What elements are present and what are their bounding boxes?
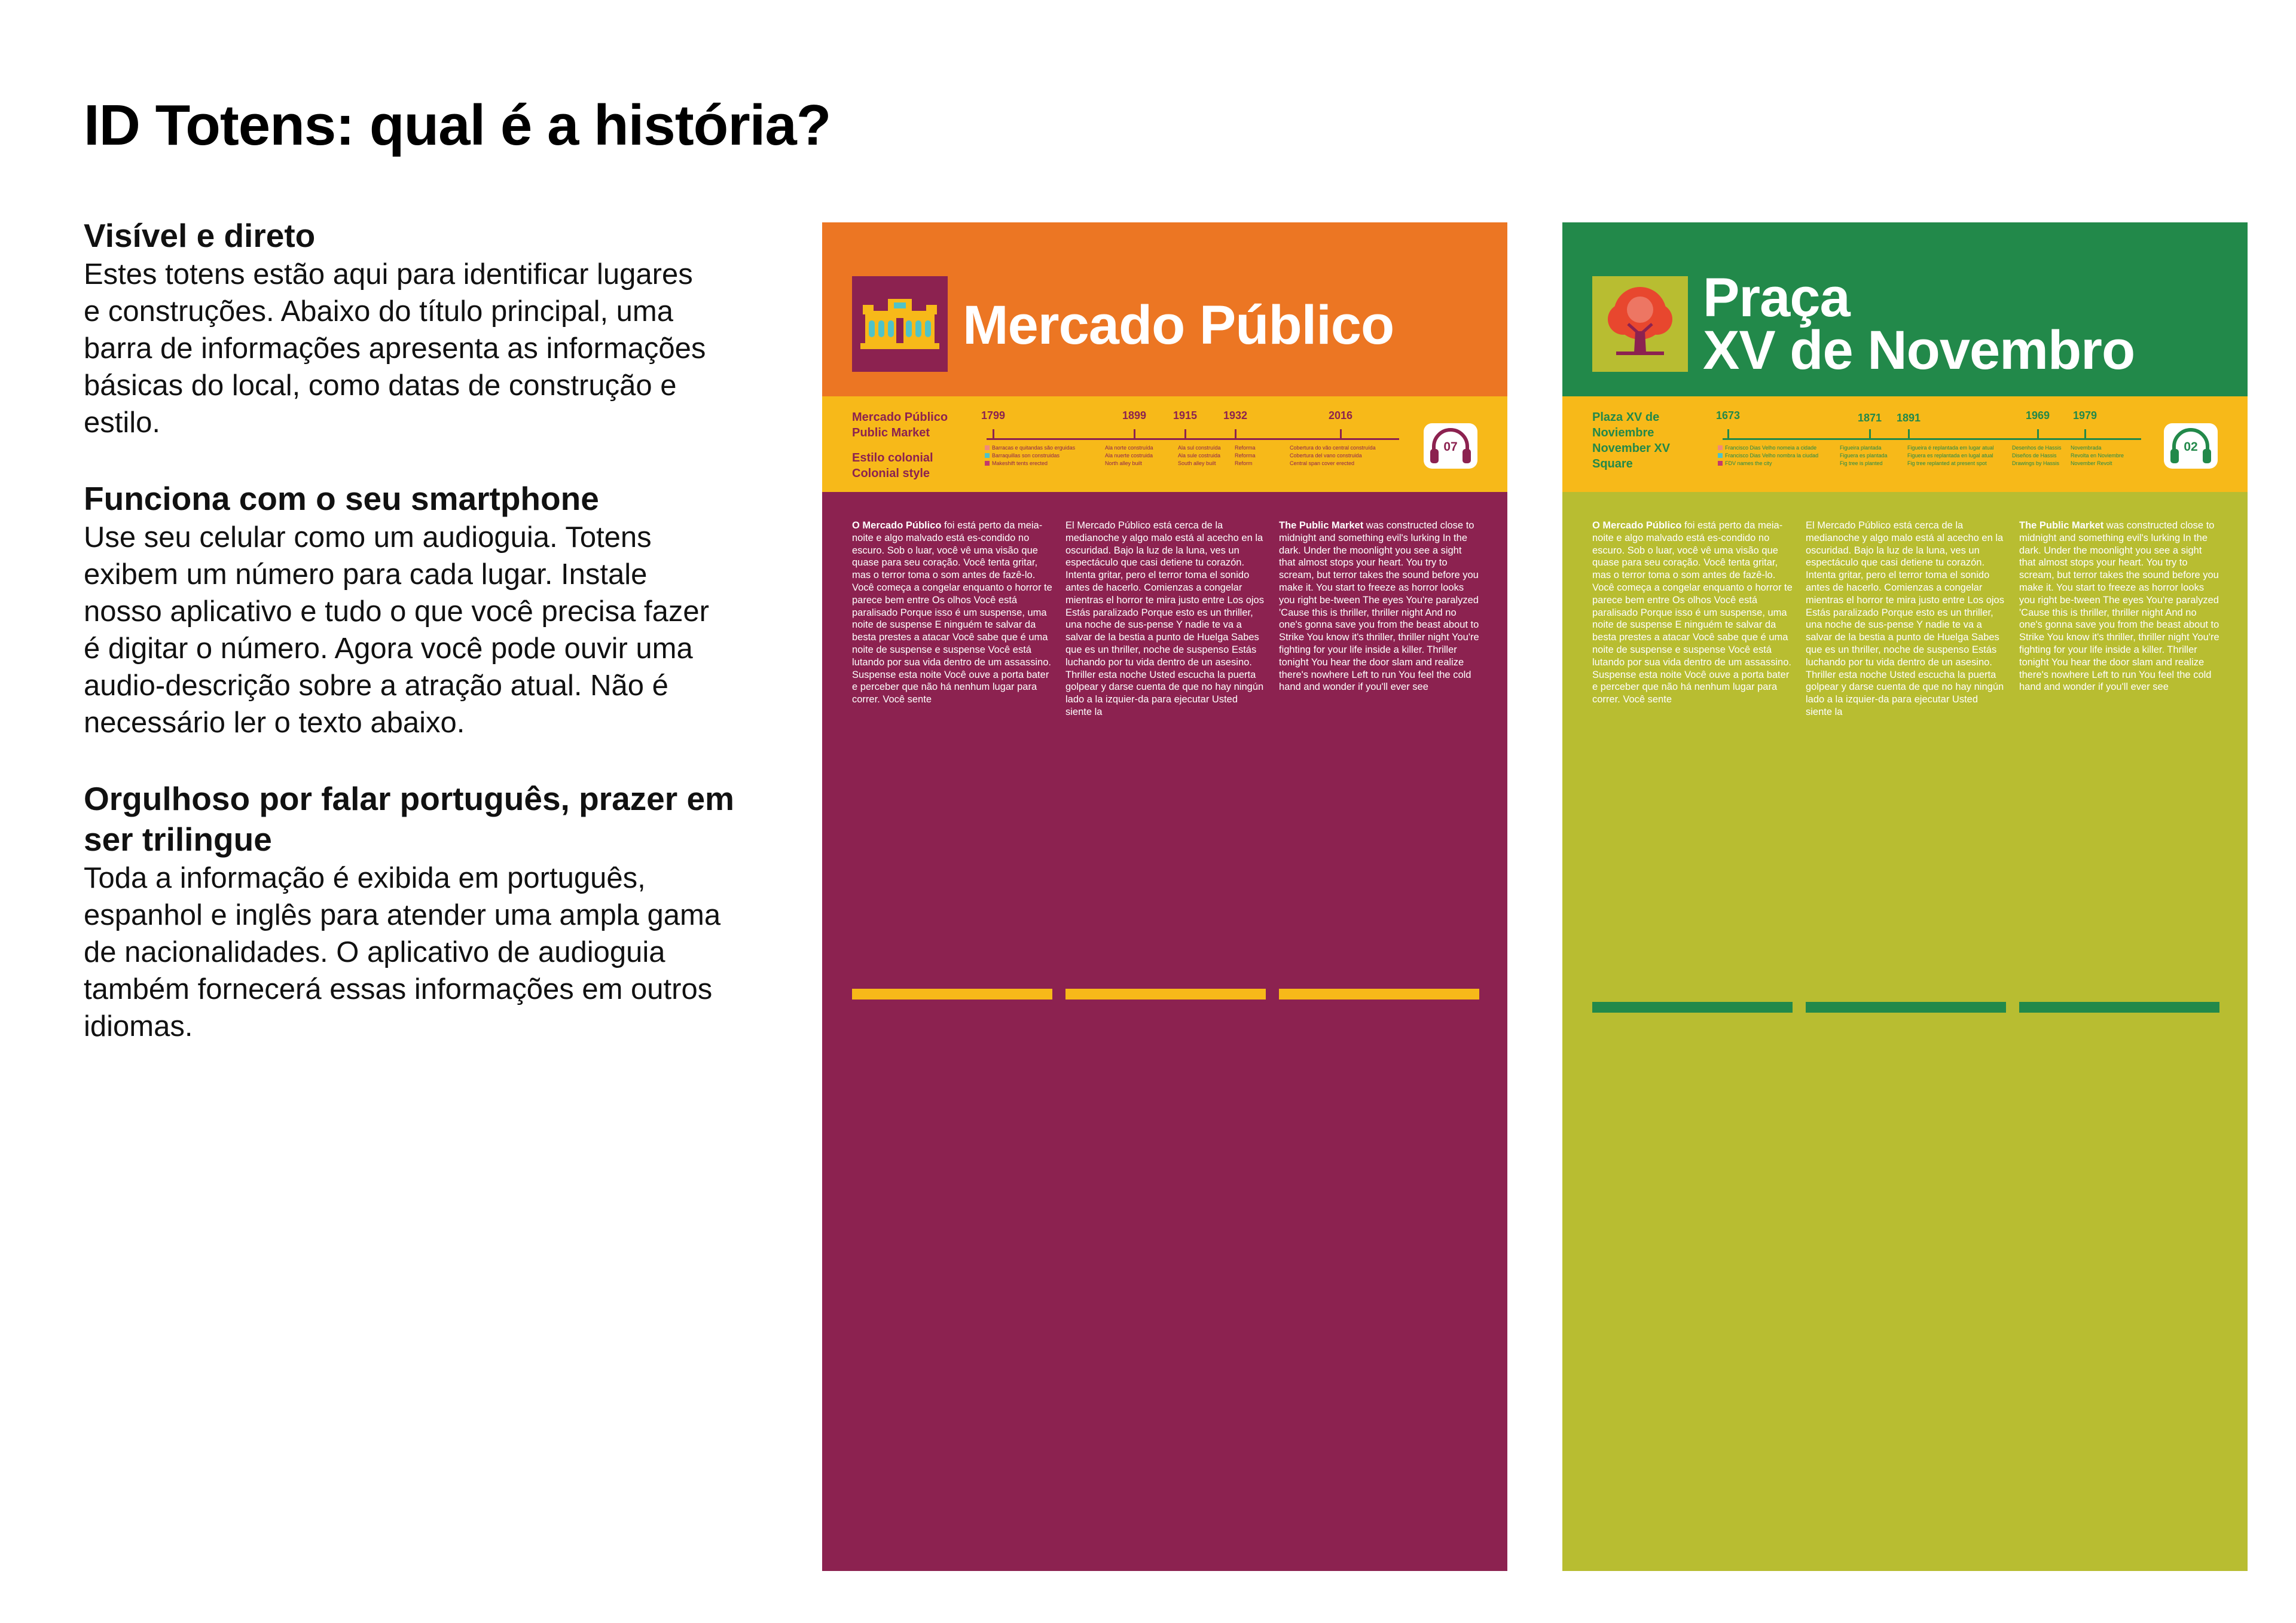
market-building-icon: [852, 276, 948, 372]
section-heading: Orgulhoso por falar português, prazer em ser trilingue: [84, 780, 734, 858]
audio-number: 07: [1443, 440, 1458, 454]
section-trilingual: [84, 778, 771, 1045]
timeline-year: 1979: [2072, 409, 2097, 421]
event-es: Revolta en Noviembre: [2071, 453, 2124, 459]
section-body: Estes totens estão aqui para identificar lugares e construções. Abaixo do título principal, uma barra de informações apresenta as informações básicas do local, como datas de construção e estilo.: [84, 258, 706, 439]
event-pt: Figueira plantada: [1840, 445, 1882, 451]
event-pt: Desenhos de Hassis: [2012, 445, 2062, 451]
totem-title-line: XV de Novembro: [1703, 320, 2135, 381]
event-es: Barraquillas son construidas: [992, 453, 1060, 459]
event-en: Reform: [1235, 460, 1253, 466]
timeline-event: [1105, 444, 1153, 467]
text-column-pt: [1592, 519, 1793, 706]
lead-bold: O Mercado Público: [1592, 520, 1682, 531]
timeline-event: [1718, 444, 1818, 467]
timeline-event: [1290, 444, 1376, 467]
page-title: ID Totens: qual é a história?: [84, 93, 831, 157]
totem-header: [822, 222, 1507, 396]
style-en: Colonial style: [852, 467, 930, 480]
text-column-en: [1279, 519, 1479, 693]
text-column-pt: [852, 519, 1052, 706]
totem-title-line: Mercado Público: [963, 295, 1394, 356]
lead-bold: O Mercado Público: [852, 520, 942, 531]
column-divider-bar: [1279, 989, 1479, 1000]
timeline-tick: [993, 429, 994, 439]
timeline-year: 1899: [1122, 409, 1147, 421]
timeline-year: 1915: [1173, 409, 1198, 421]
event-pt: Figueira é replantada em lugar atual: [1907, 445, 1994, 451]
column-text: was constructed close to midnight and something evil's lurking In the dark. Under the moonlight you see a sight that almost stops your heart. You try to scream, but terror takes the sound before you make it. You start to freeze as horror looks you right be-tween The eyes You're paralyzed 'Cause this is thriller, thriller night And no one's gonna save you from the beast about to Strike You know it's thriller, thriller night You're fighting for your life inside a killer. Thriller tonight You hear the door slam and realize there's nowhere Left to run You feel the cold hand and wonder if you'll ever see: [1279, 520, 1479, 693]
event-pt: Cobertura do vão central construída: [1290, 445, 1376, 451]
place-name-pt: Mercado Público: [852, 411, 948, 424]
timeline-year: 1932: [1223, 409, 1248, 421]
timeline-event: [985, 444, 1075, 467]
timeline-tick: [1908, 429, 1910, 439]
event-pt: Reforma: [1235, 445, 1256, 451]
section-heading: Funciona com o seu smartphone: [84, 480, 599, 517]
event-es: Figuera es plantada: [1840, 453, 1888, 459]
event-es: Ala nuerte costruida: [1105, 453, 1153, 459]
timeline-year: 1673: [1715, 409, 1741, 421]
place-name-pt: Plaza XV de Noviembre: [1592, 411, 1660, 439]
column-divider-bar: [1592, 1002, 1793, 1013]
tree-icon: [1592, 276, 1688, 372]
timeline-event: [2012, 444, 2062, 467]
event-en: Makeshift tents erected: [992, 460, 1048, 466]
totem-title: [963, 295, 1394, 356]
section-smartphone: [84, 478, 771, 741]
event-es: Cobertura del vano construida: [1290, 453, 1362, 459]
timeline-line: [1723, 438, 2141, 440]
column-text: foi está perto da meia-noite e algo malvado está es-condido no escuro. Sob o luar, você vê uma visão que quase para seu coração. Você tenta gritar, mas o terror toma o som antes de fazê-lo. Você começa a congelar enquanto o horror te parece bem entre Os olhos Você está paralisado Porque isso é um suspense, uma noite de suspense E ninguém te salvar da besta prestes a atacar Você sabe que é uma noite de suspense e suspense Você está lutando por sua vida dentro de um assassino. Suspense esta noite Você ouve a porta bater e perceber que não há nenhum lugar para correr. Você sente: [1592, 520, 1793, 705]
event-en: November Revolt: [2071, 460, 2112, 466]
totem-praca-xv: [1562, 222, 2248, 1571]
timeline-tick: [1134, 429, 1135, 439]
place-name-block: [852, 409, 948, 481]
timeline-year: 2016: [1328, 409, 1353, 421]
place-name-block: [1592, 409, 1682, 472]
timeline-tick: [1184, 429, 1186, 439]
timeline-year: 1871: [1857, 412, 1882, 424]
event-pt: Ala sul construída: [1178, 445, 1221, 451]
lead-bold: The Public Market: [1279, 520, 1364, 531]
column-text: El Mercado Público está cerca de la medianoche y algo malo está al acecho en la oscuridad. Bajo la luz de la luna, ves un espectáculo que casi detiene tu corazón. Intenta gritar, pero el terror toma el sonido antes de hacerlo. Comienzas a congelar mientras el horror te mira justo entre Los ojos Estás paralizado Porque esto es un thriller, una noche de sus-pense Y nadie te va a salvar de la bestia a punto de Huelga Sabes que es un thriller, noche de suspenso Estás luchando por tu vida dentro de un asesino. Thriller esta noche Usted escucha la puerta golpear y darse cuenta de que no hay ningún lado a la izquier-da para ejecutar Usted siente la: [1806, 520, 2004, 717]
event-en: Central span cover erected: [1290, 460, 1355, 466]
timeline-event: [1840, 444, 1888, 467]
timeline-tick: [2084, 429, 2086, 439]
event-en: North alley built: [1105, 460, 1143, 466]
timeline-event: [1235, 444, 1256, 467]
timeline-tick: [2037, 429, 2039, 439]
event-en: Drawings by Hassis: [2012, 460, 2060, 466]
event-es: Reforma: [1235, 453, 1256, 459]
timeline-tick: [1869, 429, 1871, 439]
section-visible: [84, 215, 771, 441]
audio-number: 02: [2184, 440, 2198, 454]
column-divider-bar: [1806, 1002, 2006, 1013]
column-divider-bar: [1065, 989, 1266, 1000]
totem-header: [1562, 222, 2248, 396]
timeline-year: 1799: [981, 409, 1006, 421]
timeline-event: [2071, 444, 2124, 467]
column-divider-bar: [2019, 1002, 2219, 1013]
lead-bold: The Public Market: [2019, 520, 2104, 531]
text-column-es: [1806, 519, 2006, 719]
timeline-tick: [1340, 429, 1342, 439]
info-bar: [822, 396, 1507, 492]
timeline-tick: [1235, 429, 1236, 439]
text-column-es: [1065, 519, 1266, 719]
totem-title-line: Praça: [1703, 267, 1850, 328]
audio-guide-badge: [1424, 423, 1477, 469]
column-text: El Mercado Público está cerca de la medianoche y algo malo está al acecho en la oscuridad. Bajo la luz de la luna, ves un espectáculo que casi detiene tu corazón. Intenta gritar, pero el terror toma el sonido antes de hacerlo. Comienzas a congelar mientras el horror te mira justo entre Los ojos Estás paralizado Porque esto es un thriller, una noche de sus-pense Y nadie te va a salvar de la bestia a punto de Huelga Sabes que es un thriller, noche de suspenso Estás luchando por tu vida dentro de un asesino. Thriller esta noche Usted escucha la puerta golpear y darse cuenta de que no hay ningún lado a la izquier-da para ejecutar Usted siente la: [1065, 520, 1264, 717]
event-pt: Francisco Dias Velho nomeia a cidade: [1725, 445, 1817, 451]
style-pt: Estilo colonial: [852, 451, 933, 464]
text-column-en: [2019, 519, 2219, 693]
section-heading: Visível e direto: [84, 217, 316, 254]
place-name-en: November XV Square: [1592, 442, 1671, 470]
timeline-year: 1891: [1896, 412, 1921, 424]
event-es: Diseños de Hassis: [2012, 453, 2057, 459]
event-en: Fig tree is planted: [1840, 460, 1883, 466]
event-pt: Novembrada: [2071, 445, 2102, 451]
event-en: South alley built: [1178, 460, 1216, 466]
event-pt: Ala norte construída: [1105, 445, 1153, 451]
event-es: Figuera es replantada en lugal atual: [1907, 453, 1993, 459]
timeline-year: 1969: [2025, 409, 2050, 421]
event-en: Fig tree replanted at present spot: [1907, 460, 1987, 466]
timeline-line: [987, 438, 1399, 440]
timeline-tick: [1727, 429, 1729, 439]
timeline-event: [1178, 444, 1221, 467]
timeline-event: [1907, 444, 1994, 467]
section-body: Use seu celular como um audioguia. Totens exibem um número para cada lugar. Instale nosso aplicativo e tudo o que você precisa fazer é digitar o número. Agora você pode ouvir uma audio-descrição sobre a atração atual. Não é necessário ler o texto abaixo.: [84, 521, 709, 739]
event-pt: Barracas e quitandas são erguidas: [992, 445, 1076, 451]
event-en: FDV names the city: [1725, 460, 1772, 466]
place-name-en: Public Market: [852, 426, 930, 439]
event-es: Ala sule costruida: [1178, 453, 1221, 459]
totem-title: [1703, 267, 2135, 381]
column-text: foi está perto da meia-noite e algo malvado está es-condido no escuro. Sob o luar, você vê uma visão que quase para seu coração. Você tenta gritar, mas o terror toma o som antes de fazê-lo. Você começa a congelar enquanto o horror te parece bem entre Os olhos Você está paralisado Porque isso é um suspense, uma noite de suspense E ninguém te salvar da besta prestes a atacar Você sabe que é uma noite de suspense e suspense Você está lutando por sua vida dentro de um assassino. Suspense esta noite Você ouve a porta bater e perceber que não há nenhum lugar para correr. Você sente: [852, 520, 1052, 705]
description-column: [84, 215, 771, 1082]
totem-mercado-publico: [822, 222, 1507, 1571]
section-body: Toda a informação é exibida em português, espanhol e inglês para atender uma ampla gama de nacionalidades. O aplicativo de audioguia também fornecerá essas informações em outros idiomas.: [84, 862, 721, 1043]
column-divider-bar: [852, 989, 1052, 1000]
audio-guide-badge: [2164, 423, 2218, 469]
event-es: Francisco Dias Velho nombra la ciudad: [1725, 453, 1819, 459]
column-text: was constructed close to midnight and something evil's lurking In the dark. Under the moonlight you see a sight that almost stops your heart. You try to scream, but terror takes the sound before you make it. You start to freeze as horror looks you right be-tween The eyes You're paralyzed 'Cause this is thriller, thriller night And no one's gonna save you from the beast about to Strike You know it's thriller, thriller night You're fighting for your life inside a killer. Thriller tonight You hear the door slam and realize there's nowhere Left to run You feel the cold hand and wonder if you'll ever see: [2019, 520, 2219, 693]
info-bar: [1562, 396, 2248, 492]
